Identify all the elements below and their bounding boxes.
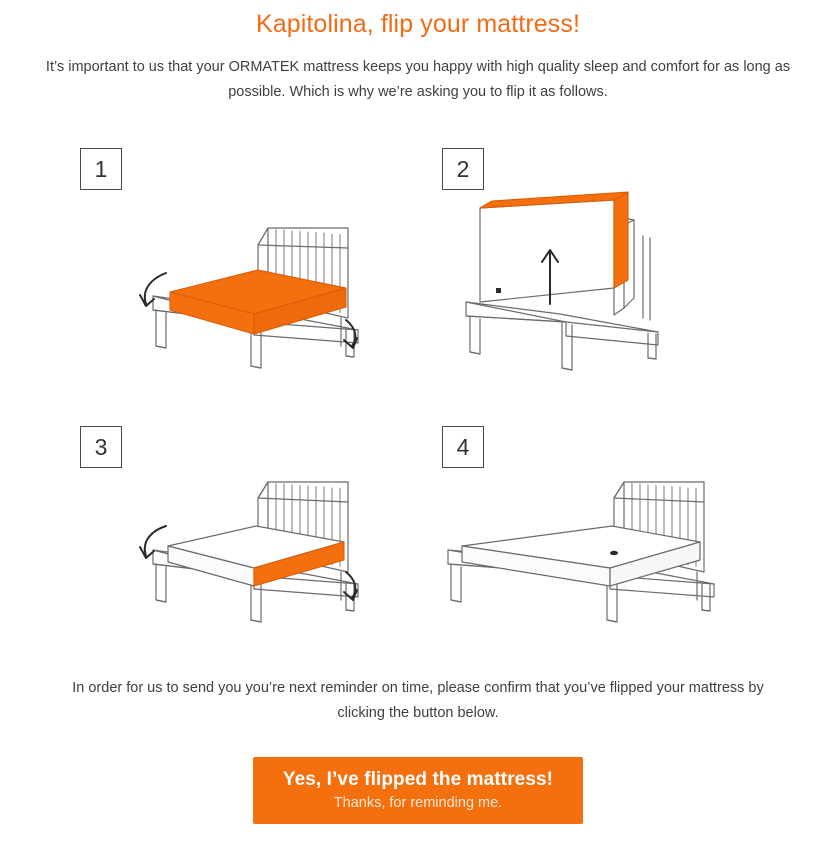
outro-paragraph: In order for us to send you you’re next reminder on time, please confirm that you’ve flipped your mattress by clicking the button below. xyxy=(72,680,764,721)
page-title: Kapitolina, flip your mattress! xyxy=(255,10,581,38)
step-1 xyxy=(58,140,418,420)
bed-illustration-step-1 xyxy=(58,170,418,410)
step-number-badge: 3 xyxy=(80,426,122,468)
bed-illustration-step-2 xyxy=(418,170,778,410)
cta-main-label: Yes, I’ve flipped the mattress! xyxy=(282,769,554,790)
bed-illustration-step-4 xyxy=(418,450,778,690)
bed-illustration-step-3 xyxy=(58,450,418,690)
confirm-flipped-button[interactable] xyxy=(253,757,583,824)
step-number-badge: 1 xyxy=(80,148,122,190)
steps-grid xyxy=(58,140,778,700)
step-4 xyxy=(418,420,778,700)
step-number-badge: 2 xyxy=(442,148,484,190)
step-2 xyxy=(418,140,778,420)
step-number-badge: 4 xyxy=(442,426,484,468)
step-3 xyxy=(58,420,418,700)
cta-container xyxy=(0,757,836,824)
outro-section xyxy=(0,676,836,725)
intro-paragraph: It’s important to us that your ORMATEK mattress keeps you happy with high quality sleep and comfort for as long as possible. Which is why we’re asking you to flip it as follows. xyxy=(45,59,791,100)
cta-sub-label: Thanks, for reminding me. xyxy=(333,795,503,811)
